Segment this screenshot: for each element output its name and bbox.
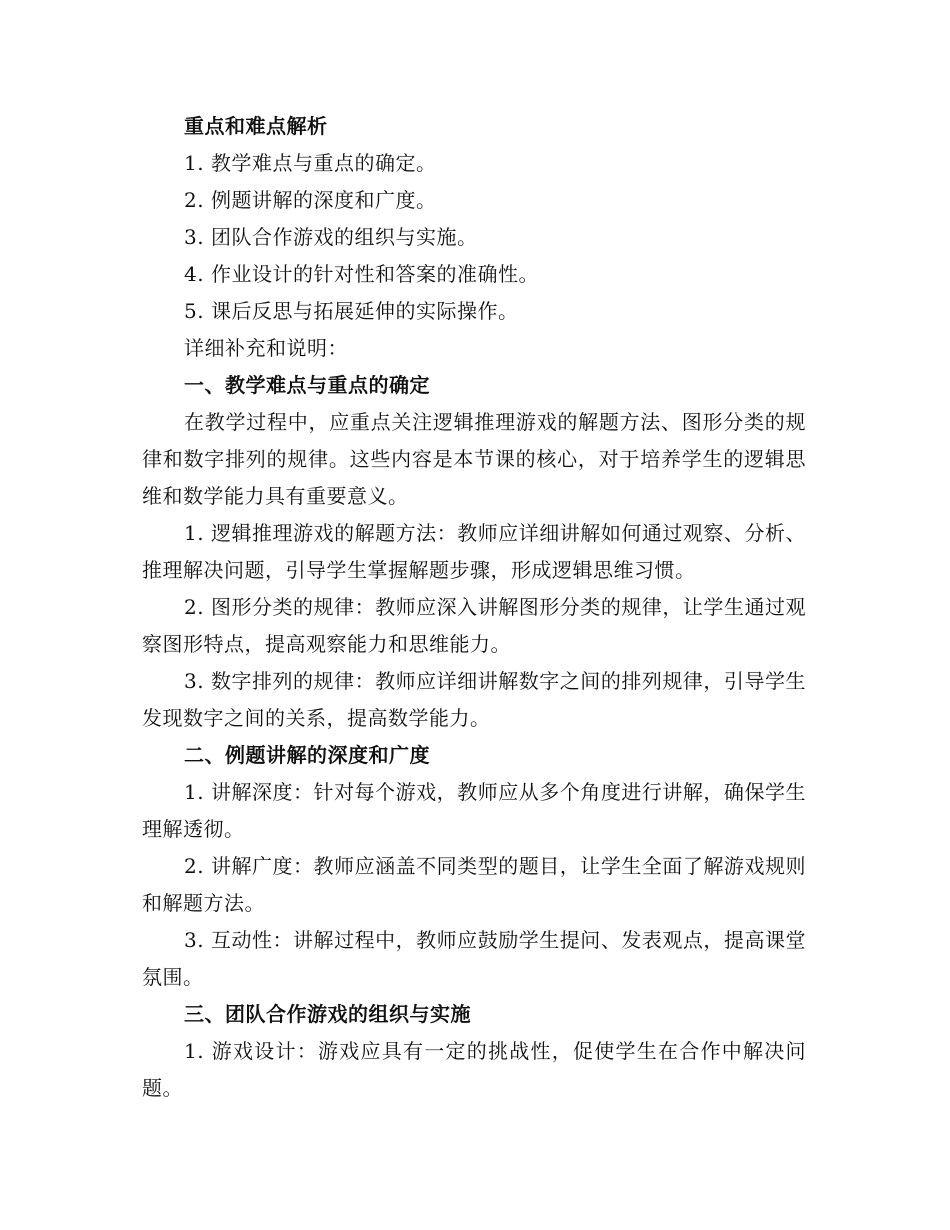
body-paragraph: 1. 逻辑推理游戏的解题方法：教师应详细讲解如何通过观察、分析、推理解决问题，引导学生掌握解题步骤，形成逻辑思维习惯。 (142, 521, 806, 582)
body-paragraph: 2. 讲解广度：教师应涵盖不同类型的题目，让学生全面了解游戏规则和解题方法。 (142, 854, 806, 915)
list-item: 5. 课后反思与拓展延伸的实际操作。 (184, 299, 519, 323)
body-paragraph: 在教学过程中，应重点关注逻辑推理游戏的解题方法、图形分类的规律和数字排列的规律。这些内容是本节课的核心，对于培养学生的逻辑思维和数学能力具有重要意义。 (142, 410, 806, 508)
list-item: 4. 作业设计的针对性和答案的准确性。 (184, 262, 539, 286)
body-paragraph: 3. 数字排列的规律：教师应详细讲解数字之间的排列规律，引导学生发现数字之间的关系，提高数学能力。 (142, 669, 806, 730)
section-heading: 三、团队合作游戏的组织与实施 (184, 1002, 471, 1026)
section-heading: 重点和难点解析 (184, 114, 328, 138)
list-item: 2. 例题讲解的深度和广度。 (184, 188, 437, 212)
section-heading: 一、教学难点与重点的确定 (184, 373, 430, 397)
section-heading: 二、例题讲解的深度和广度 (184, 743, 430, 767)
document-page (142, 108, 806, 1107)
list-item: 3. 团队合作游戏的组织与实施。 (184, 225, 478, 249)
body-paragraph: 2. 图形分类的规律：教师应深入讲解图形分类的规律，让学生通过观察图形特点，提高观察能力和思维能力。 (142, 595, 806, 656)
body-paragraph: 1. 讲解深度：针对每个游戏，教师应从多个角度进行讲解，确保学生理解透彻。 (142, 780, 806, 841)
list-item: 1. 教学难点与重点的确定。 (184, 151, 437, 175)
body-paragraph: 3. 互动性：讲解过程中，教师应鼓励学生提问、发表观点，提高课堂氛围。 (142, 928, 806, 989)
body-paragraph: 详细补充和说明： (184, 336, 348, 360)
body-paragraph: 1. 游戏设计：游戏应具有一定的挑战性，促使学生在合作中解决问题。 (142, 1039, 806, 1100)
